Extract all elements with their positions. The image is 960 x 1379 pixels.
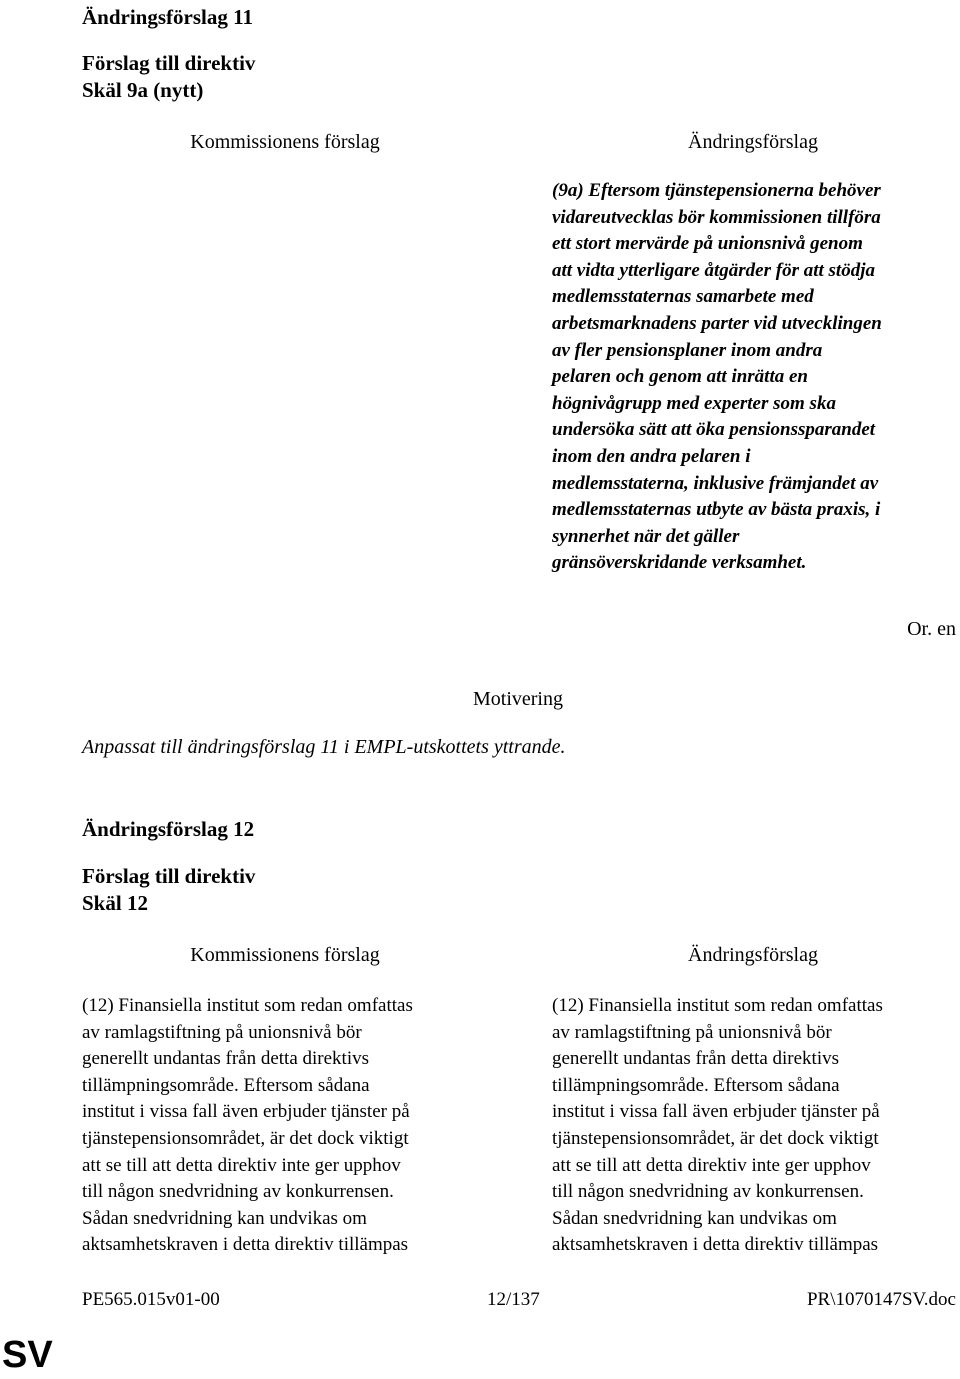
text-line: av ramlagstiftning på unionsnivå bör — [82, 1021, 362, 1043]
text-line: inom den andra pelaren i — [552, 445, 751, 467]
amendment-12-proposal-label: Förslag till direktiv — [82, 864, 256, 888]
footer-page-number: 12/137 — [487, 1289, 540, 1310]
text-line: till någon snedvridning av konkurrensen. — [82, 1181, 394, 1203]
text-line: tillämpningsområde. Eftersom sådana — [82, 1074, 370, 1096]
text-line: (9a) Eftersom tjänstepensionerna behöver — [552, 180, 881, 201]
text-line: gränsöverskridande verksamhet. — [552, 552, 807, 574]
text-line: synnerhet när det gäller — [552, 525, 740, 547]
text-line: medlemsstaterna, inklusive främjandet av — [552, 472, 879, 494]
text-line: institut i vissa fall även erbjuder tjänster på — [552, 1101, 880, 1123]
commission-proposal-text — [82, 993, 413, 1259]
text-line: aktsamhetskraven i detta direktiv tillämpas — [552, 1234, 879, 1256]
text-line: att se till att detta direktiv inte ger upphov — [82, 1154, 401, 1176]
text-line: tillämpningsområde. Eftersom sådana — [552, 1074, 840, 1096]
text-line: aktsamhetskraven i detta direktiv tillämpas — [82, 1234, 409, 1256]
text-line: institut i vissa fall även erbjuder tjänster på — [82, 1101, 410, 1123]
amendment-11-heading: Ändringsförslag 11 — [82, 5, 253, 29]
text-line: generellt undantas från detta direktivs — [552, 1048, 840, 1070]
text-line: att se till att detta direktiv inte ger upphov — [552, 1154, 871, 1176]
text-line: Sådan snedvridning kan undvikas om — [82, 1207, 367, 1229]
amendment-proposal-text — [552, 993, 883, 1259]
text-line: (12) Finansiella institut som redan omfattas — [82, 995, 413, 1016]
amendment-11-column-header-amendment: Ändringsförslag — [688, 131, 818, 153]
text-line: vidareutvecklas bör kommissionen tillföra — [552, 206, 881, 228]
original-language-note: Or. en — [907, 618, 956, 640]
amendment-11-column-header-commission: Kommissionens förslag — [190, 131, 380, 153]
justification-heading: Motivering — [473, 688, 563, 710]
amendment-12-column-header-amendment: Ändringsförslag — [688, 944, 818, 966]
text-line: pelaren och genom att inrätta en — [552, 366, 808, 388]
text-line: medlemsstaternas utbyte av bästa praxis, i — [552, 499, 881, 521]
footer-file-reference: PR\1070147SV.doc — [806, 1289, 956, 1310]
amendment-11-new-recital-text — [552, 178, 882, 577]
text-line: arbetsmarknadens parter vid utvecklingen — [552, 312, 882, 334]
text-line: (12) Finansiella institut som redan omfattas — [552, 995, 883, 1016]
footer-document-reference: PE565.015v01-00 — [82, 1289, 220, 1310]
amendment-12-column-header-commission: Kommissionens förslag — [190, 944, 380, 966]
text-line: att vidta ytterligare åtgärder för att stödja — [552, 259, 875, 281]
text-line: undersöka sätt att öka pensionssparandet — [552, 419, 876, 441]
amendment-12-recital-label: Skäl 12 — [82, 891, 148, 915]
text-line: generellt undantas från detta direktivs — [82, 1048, 370, 1070]
text-line: Sådan snedvridning kan undvikas om — [552, 1207, 837, 1229]
amendment-12-heading: Ändringsförslag 12 — [82, 817, 255, 841]
text-line: ett stort mervärde på unionsnivå genom — [552, 233, 863, 255]
text-line: medlemsstaternas samarbete med — [552, 286, 814, 308]
justification-text: Anpassat till ändringsförslag 11 i EMPL-utskottets yttrande. — [82, 736, 566, 758]
language-code: SV — [2, 1334, 53, 1376]
text-line: av ramlagstiftning på unionsnivå bör — [552, 1021, 832, 1043]
text-line: till någon snedvridning av konkurrensen. — [552, 1181, 864, 1203]
text-line: tjänstepensionsområdet, är det dock viktigt — [82, 1127, 409, 1149]
amendment-11-proposal-label: Förslag till direktiv — [82, 51, 256, 75]
text-line: högnivågrupp med experter som ska — [552, 392, 836, 414]
text-line: av fler pensionsplaner inom andra — [552, 339, 823, 361]
amendment-11-recital-label: Skäl 9a (nytt) — [82, 78, 204, 102]
text-line: tjänstepensionsområdet, är det dock viktigt — [552, 1127, 879, 1149]
